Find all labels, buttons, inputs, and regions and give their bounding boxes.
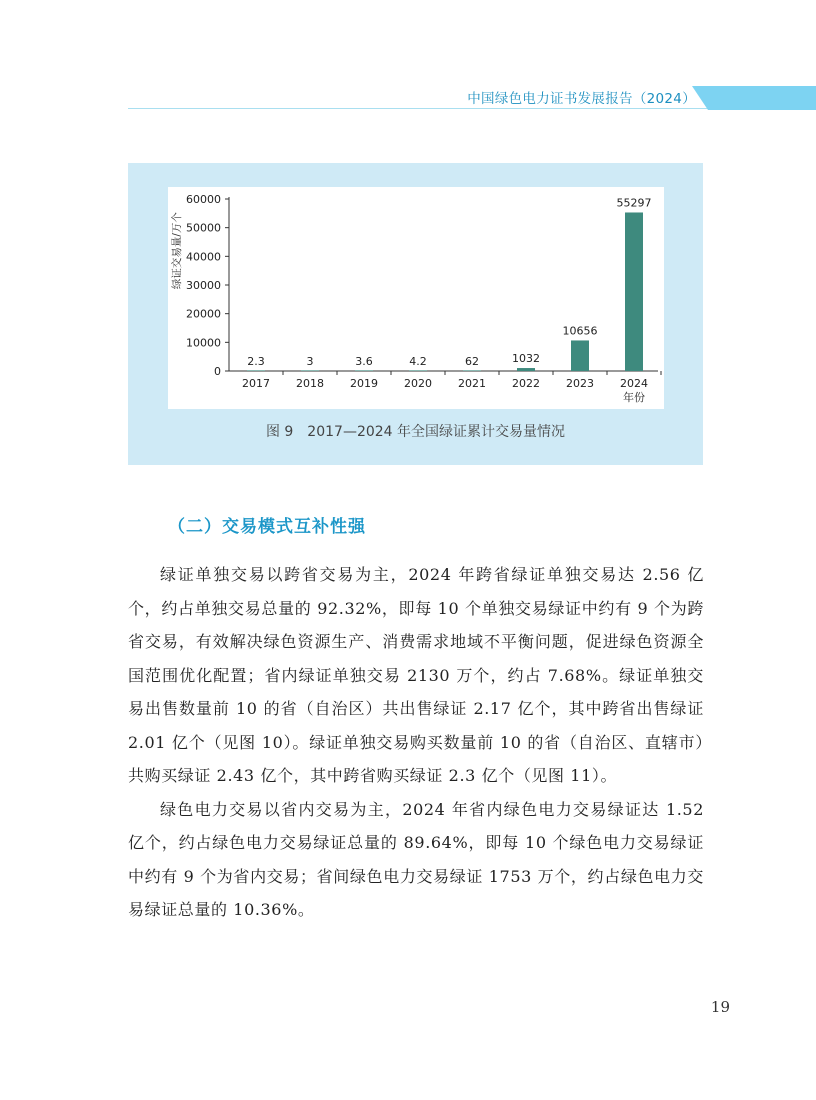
page-number: 19 [710,998,730,1016]
bar-value-label: 3.6 [355,354,373,368]
bar-value-label: 10656 [562,324,598,338]
section-heading: （二）交易模式互补性强 [168,517,366,537]
x-axis-title: 年份 [623,391,645,404]
bar [625,212,643,371]
x-tick-label: 2018 [296,377,324,390]
paragraph: 绿证单独交易以跨省交易为主，2024 年跨省绿证单独交易达 2.56 亿个，约占单独交易总量的 92.32%，即每 10 个单独交易绿证中约有 9 个为跨省交易，有效解决绿色资源生产、消费需求地域不平衡问题，促进绿色资源全国范围优化配置；省内绿证单独交易 2130 万个，约占 7.68%。绿证单独交易出售数量前 10 的省（自治区）共出售绿证 2.17 亿个，其中跨省出售绿证 2.01 亿个（见图 10）。绿证单独交易购买数量前 10 的省（自治区、直辖市）共购买绿证 2.43 亿个，其中跨省购买绿证 2.3 亿个（见图 11）。 [128,565,704,785]
y-tick-label: 10000 [186,336,221,350]
bar [247,370,265,371]
x-tick-label: 2023 [566,377,594,390]
bar [463,370,481,371]
x-tick-label: 2024 [620,377,648,390]
bar-value-label: 2.3 [247,354,265,368]
y-tick-label: 20000 [186,307,221,321]
y-tick-label: 60000 [186,193,221,206]
bar-value-label: 62 [465,354,479,368]
chart-canvas [168,187,664,409]
bar [301,370,319,371]
figure-caption: 图 9 2017—2024 年全国绿证累计交易量情况 [265,424,566,440]
figure-panel [128,163,703,465]
running-header-title: 中国绿色电力证书发展报告（2024） [467,91,696,107]
x-tick-label: 2022 [512,377,540,390]
bar [571,340,589,371]
y-axis-title: 绿证交易量/万个 [171,212,183,290]
bar-chart [168,187,664,409]
bar-value-label: 4.2 [409,354,427,368]
bar-value-label: 55297 [616,196,652,210]
header-accent-tab [692,86,816,110]
bar-value-label: 3 [306,354,314,368]
y-tick-label: 40000 [186,250,221,264]
x-tick-label: 2019 [350,377,378,390]
y-tick-label: 0 [214,365,221,378]
paragraph: 绿色电力交易以省内交易为主，2024 年省内绿色电力交易绿证达 1.52 亿个，约占绿色电力交易绿证总量的 89.64%，即每 10 个绿色电力交易绿证中约有 9 个为省内交易；省间绿色电力交易绿证 1753 万个，约占绿色电力交易绿证总量的 10.36%。 [128,799,704,919]
x-tick-label: 2020 [404,377,432,390]
bar [409,370,427,371]
body-text [128,558,704,927]
x-tick-label: 2021 [458,377,486,390]
y-tick-label: 50000 [186,221,221,235]
y-tick-label: 30000 [186,279,221,292]
bar [355,370,373,371]
x-tick-label: 2017 [242,377,270,390]
bar [517,368,535,371]
bar-value-label: 1032 [512,352,540,366]
